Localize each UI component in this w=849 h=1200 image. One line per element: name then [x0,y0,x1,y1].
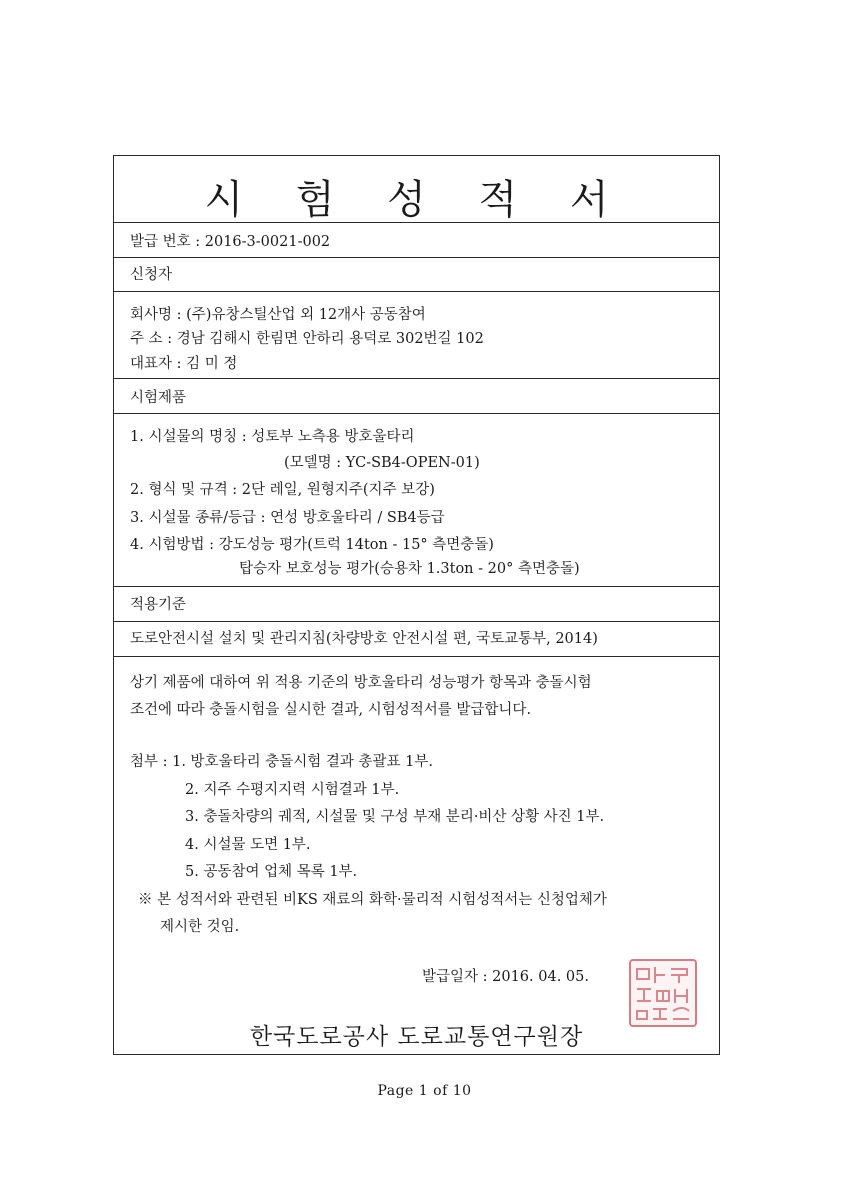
statement-line-2: 조건에 따라 충돌시험을 실시한 결과, 시험성적서를 발급합니다. [130,702,532,718]
product-header: 시험제품 [130,390,187,406]
page-footer: Page 1 of 10 [377,1083,472,1099]
divider [114,222,719,223]
product-model: (모델명 : YC-SB4-OPEN-01) [284,455,480,471]
test-method: 4. 시험방법 : 강도성능 평가(트럭 14ton - 15° 측면충돌) [130,537,494,553]
attachment-5: 5. 공동참여 업체 목록 1부. [185,864,358,880]
document-title: 시 험 성 적 서 [204,177,629,223]
divider [114,586,719,587]
divider [114,621,719,622]
statement-line-1: 상기 제품에 대하여 위 적용 기준의 방호울타리 성능평가 항목과 충돌시험 [130,675,592,691]
divider [114,291,719,292]
product-spec: 2. 형식 및 규격 : 2단 레일, 원형지주(지주 보강) [130,482,435,498]
attachment-2: 2. 지주 수평지지력 시험결과 1부. [185,782,400,798]
certificate-frame [113,155,720,1055]
representative: 대표자 : 김 미 정 [130,356,238,372]
company-address: 주 소 : 경남 김해시 한림면 안하리 용덕로 302번길 102 [130,331,484,347]
attachment-3: 3. 충돌차량의 궤적, 시설물 및 구성 부재 분리·비산 상황 사진 1부. [185,809,605,825]
attachment-4: 4. 시설물 도면 1부. [185,837,311,853]
divider [114,656,719,657]
standard-text: 도로안전시설 설치 및 관리지침(차량방호 안전시설 편, 국토교통부, 2014) [130,631,598,647]
issuing-organization: 한국도로공사 도로교통연구원장 [249,1024,584,1050]
issue-date: 발급일자 : 2016. 04. 05. [422,969,589,985]
company-name: 회사명 : (주)유창스틸산업 외 12개사 공동참여 [130,307,426,323]
product-grade: 3. 시설물 종류/등급 : 연성 방호울타리 / SB4등급 [130,510,445,526]
divider [114,257,719,258]
note-line-1: ※ 본 성적서와 관련된 비KS 재료의 화학·물리적 시험성적서는 신청업체가 [138,892,607,908]
test-method-2: 탑승자 보호성능 평가(승용차 1.3ton - 20° 측면충돌) [239,561,580,577]
divider [114,413,719,414]
divider [114,378,719,379]
standard-header: 적용기준 [130,597,187,613]
issue-number: 발급 번호 : 2016-3-0021-002 [130,234,331,250]
note-line-2: 제시한 것임. [160,919,240,935]
official-seal-icon [629,959,697,1027]
attachment-1: 첨부 : 1. 방호울타리 충돌시험 결과 총괄표 1부. [130,754,433,770]
product-name: 1. 시설물의 명칭 : 성토부 노측용 방호울타리 [130,429,415,445]
applicant-header: 신청자 [130,267,173,283]
